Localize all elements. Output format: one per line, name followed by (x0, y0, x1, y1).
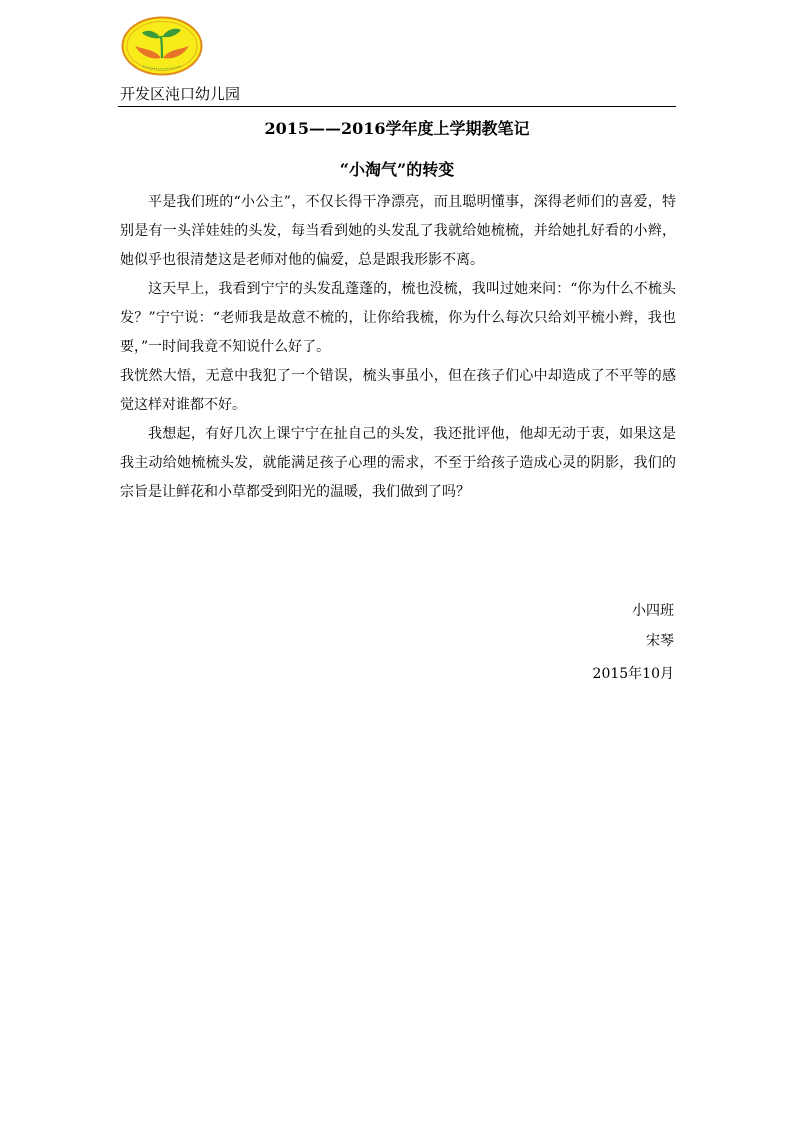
paragraph-1: 平是我们班的“小公主”，不仅长得干净漂亮，而且聪明懂事，深得老师们的喜爱，特别是有一头洋娃娃的头发，每当看到她的头发乱了我就给她梳梳，并给她扎好看的小辫，她似乎也很清楚这是老师对他的偏爱，总是跟我形影不离。 (120, 194, 676, 268)
document-title: 2015——2016学年度上学期教笔记 (264, 119, 530, 138)
document-body (120, 188, 676, 507)
kindergarten-seedling-logo (121, 16, 203, 76)
header-divider (118, 106, 676, 107)
signature-author: 宋琴 (646, 633, 674, 649)
logo-sprout-stem (161, 36, 162, 58)
paragraph-3: 我恍然大悟，无意中我犯了一个错误，梳头事虽小，但在孩子们心中却造成了不平等的感觉这样对谁都不好。 (120, 368, 676, 413)
signature-date: 2015年10月 (592, 666, 674, 682)
kindergarten-name: 开发区沌口幼儿园 (120, 85, 241, 103)
paragraph-4: 我想起，有好几次上课宁宁在扯自己的头发，我还批评他，他却无动于衷，如果这是我主动给她梳梳头发，就能满足孩子心理的需求，不至于给孩子造成心灵的阴影，我们的宗旨是让鲜花和小草都受到阳光的温暖，我们做到了吗？ (120, 426, 676, 500)
signature-class: 小四班 (632, 603, 674, 619)
paragraph-2: 这天早上，我看到宁宁的头发乱蓬蓬的，梳也没梳，我叫过她来问：“你为什么不梳头发？”宁宁说：“老师我是故意不梳的，让你给我梳，你为什么每次只给刘平梳小辫，我也要，”一时间我竟不知说什么好了。 (120, 281, 676, 355)
document-subtitle: “小淘气”的转变 (339, 160, 455, 179)
